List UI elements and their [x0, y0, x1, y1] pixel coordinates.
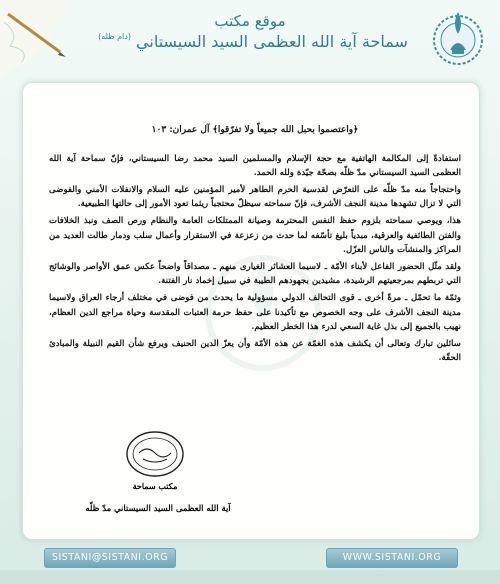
- letter-paper: [22, 82, 480, 540]
- letter-paragraph: استفادةً إلى المكالمة الهاتفية مع حجة الإسلام والمسلمين السيد محمد رضا السيستاني، فإنّ سماحة آية الله العظمى السيد السيستاني مدّ ظلّه بصحّة جيّدة ولله الحمد.: [49, 153, 461, 179]
- seal-label: مكتب سماحة: [132, 481, 178, 491]
- letter-paragraph: هذا، ويوصي سماحته بلزوم حفظ النفس المحترمة وصيانة الممتلكات العامة والنظام ورص الصف ونبذ الخلافات والفتن الطائفية والعرقية، مبدياً بليغ تأسّفه لما حدث من زعزعة في الاستقرار وأعمال سلب ودمار طالت العديد من المراكز والمنشآت والناس العزّل.: [49, 215, 461, 256]
- quran-verse: ﴿واعتصموا بحبل الله جميعاً ولا تفرّقوا﴾ آل عمران: ١٠٣: [151, 125, 359, 135]
- letter-paragraph: ولقد مثّل الحضور الفاعل لأبناء الأمّة ـ لاسيما العشائر الغيارى منهم ـ مصداقاً واضحاً عكس عمق الأواصر والوشائج التي تربطهم بمرجعيتهم الرشيدة، مشيدين بجهودهم الطيبة في سبيل إخماد نار الفتنة.: [49, 261, 461, 287]
- site-title-text: سماحة آية الله العظمى السيد السيستاني: [136, 32, 408, 51]
- footer-bar: [0, 570, 500, 584]
- site-label: موقع مكتب: [214, 12, 286, 30]
- site-title-honorific: (دام ظله): [98, 32, 131, 41]
- website-link[interactable]: WWW.SISTANI.ORG: [326, 548, 458, 568]
- letter-paragraph: واحتجاجاً منه مدّ ظلّه على التعرّض لقدسية الحرم الطاهر لأمير المؤمنين عليه السلام والانفلات الأمني والفوضى التي لا تزال تشهدها مدينة النجف الأشرف، فإنّ سماحته سيظلّ محتجباً ريثما تعود الأمور إلى حالتها الطبيعية.: [49, 184, 461, 210]
- letter-body: [49, 123, 461, 368]
- signature: آية الله العظمى السيد السيستاني مدّ ظلّه: [85, 503, 231, 513]
- letter-paragraph: سائلين تبارك وتعالى أن يكشف هذه الغمّة عن هذه الأمّة وأن يعزّ الدين الحنيف ويرفع شأن القيم النبيلة والمبادئ الحقّة.: [49, 338, 461, 364]
- email-link[interactable]: SISTANI@SISTANI.ORG: [44, 548, 176, 568]
- pen-icon: [0, 0, 80, 76]
- letter-paragraph: وثمّة ما تحمّل ـ مرةً أخرى ـ قوى التحالف الدولي مسؤولية ما يحدث من فوضى في مختلف أرجاء العراق ولاسيما مدينة النجف الأشرف على وجه الخصوص مع تأكيدنا على حفظ حرمة العتبات المقدسة وحياة مراجع الدين العظام، نهيب بالجميع إلى بذل غاية السعي لدرء هذا الخطر العظيم.: [49, 292, 462, 333]
- sistani-logo-icon: [430, 6, 486, 70]
- signature-block: [53, 429, 263, 529]
- header: [0, 0, 500, 76]
- office-seal-icon: [123, 429, 187, 479]
- site-title: [88, 32, 418, 51]
